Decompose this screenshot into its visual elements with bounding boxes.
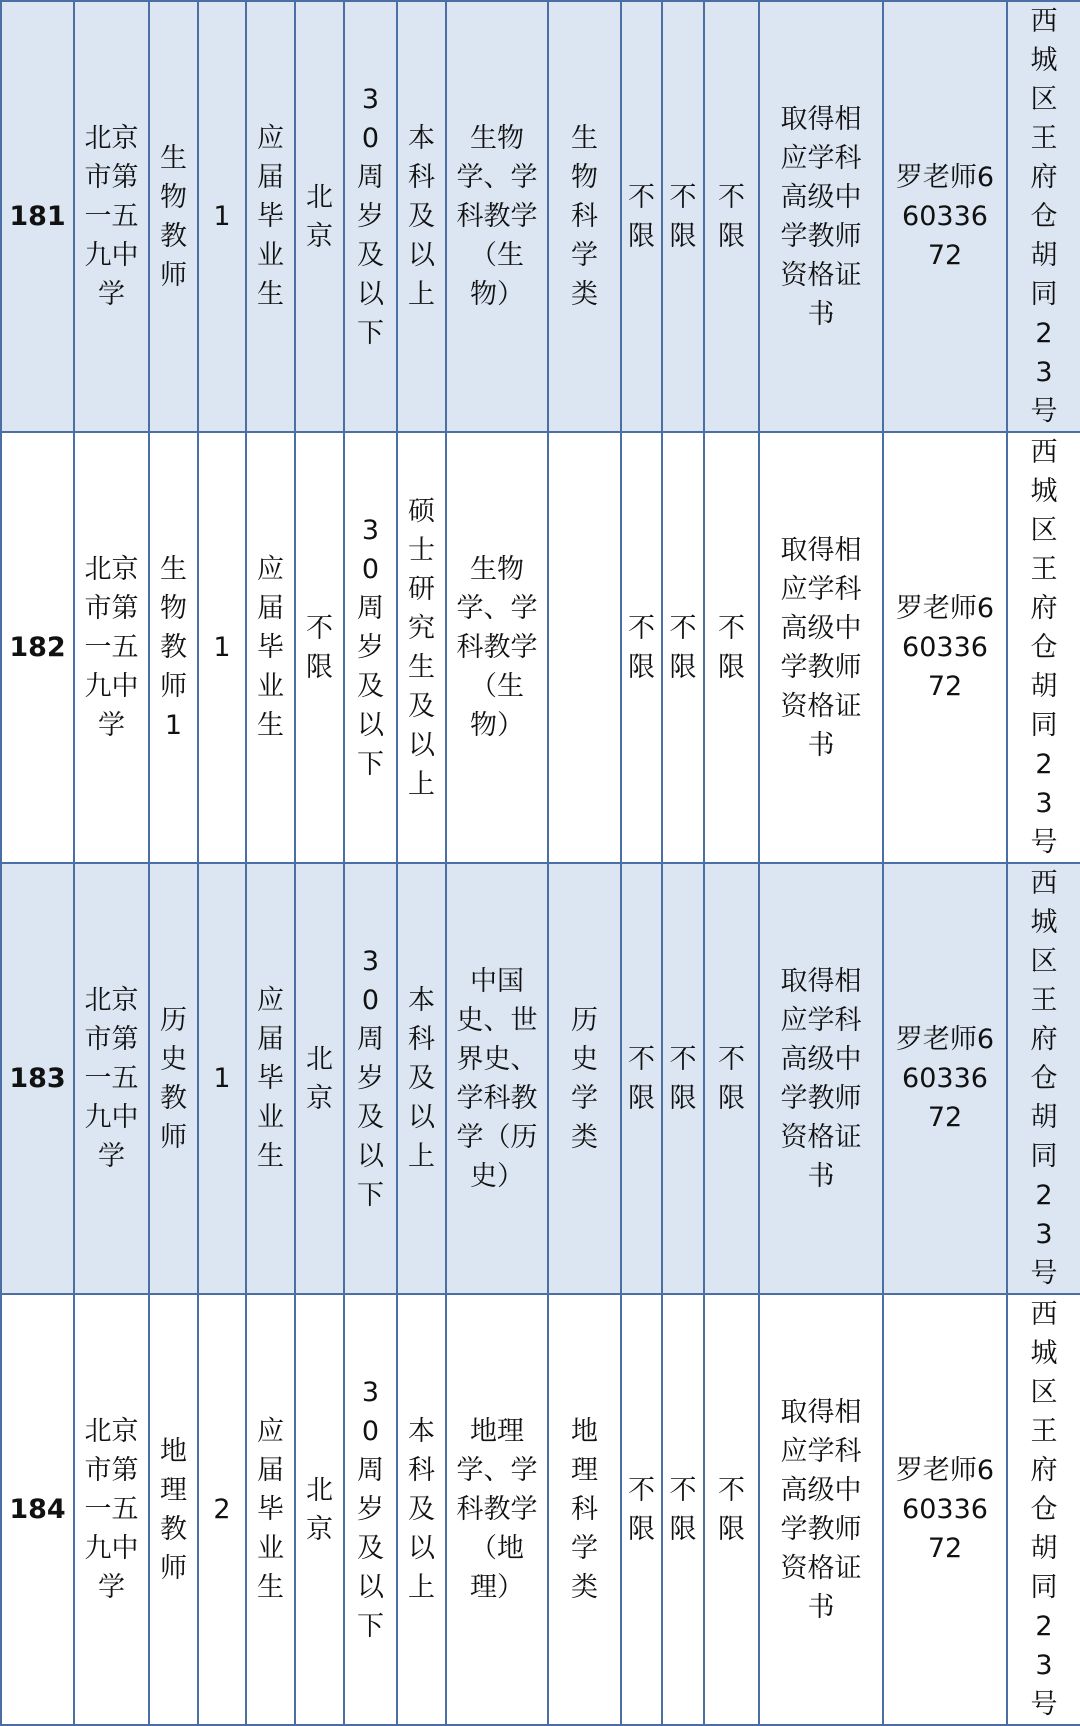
limit-1: 不限 — [621, 1294, 662, 1725]
major-requirement: 地理学、学科教学（地理） — [446, 1294, 548, 1725]
limit-2: 不限 — [662, 1, 704, 432]
position-id: 181 — [1, 1, 74, 432]
age-requirement: 30周岁及以下 — [344, 432, 397, 863]
contact-info: 罗老师66033672 — [883, 432, 1007, 863]
contact-info: 罗老师66033672 — [883, 863, 1007, 1294]
limit-3: 不限 — [704, 1, 759, 432]
certificate-requirement: 取得相应学科高级中学教师资格证书 — [759, 863, 883, 1294]
age-requirement: 30周岁及以下 — [344, 1294, 397, 1725]
limit-3: 不限 — [704, 432, 759, 863]
school-address: 西城区王府仓胡同23号 — [1007, 1, 1080, 432]
contact-info: 罗老师66033672 — [883, 1, 1007, 432]
post-name: 生物教师1 — [149, 432, 198, 863]
table-row — [1, 1, 1080, 432]
limit-1: 不限 — [621, 432, 662, 863]
limit-2: 不限 — [662, 863, 704, 1294]
limit-1: 不限 — [621, 863, 662, 1294]
limit-2: 不限 — [662, 1294, 704, 1725]
table-row — [1, 1294, 1080, 1725]
hukou-requirement: 北京 — [295, 1, 344, 432]
major-category — [548, 432, 621, 863]
major-requirement: 生物学、学科教学（生物） — [446, 432, 548, 863]
major-category: 地理科学类 — [548, 1294, 621, 1725]
school-address: 西城区王府仓胡同23号 — [1007, 1294, 1080, 1725]
contact-info: 罗老师66033672 — [883, 1294, 1007, 1725]
hire-count: 1 — [198, 1, 246, 432]
school-address: 西城区王府仓胡同23号 — [1007, 432, 1080, 863]
table-row — [1, 863, 1080, 1294]
graduate-type: 应届毕业生 — [246, 863, 295, 1294]
hukou-requirement: 不限 — [295, 432, 344, 863]
table-row — [1, 432, 1080, 863]
hire-count: 2 — [198, 1294, 246, 1725]
post-name: 历史教师 — [149, 863, 198, 1294]
education-requirement: 本科及以上 — [397, 863, 446, 1294]
limit-2: 不限 — [662, 432, 704, 863]
limit-3: 不限 — [704, 863, 759, 1294]
position-id: 183 — [1, 863, 74, 1294]
school-name: 北京市第一五九中学 — [74, 1, 149, 432]
hukou-requirement: 北京 — [295, 1294, 344, 1725]
graduate-type: 应届毕业生 — [246, 432, 295, 863]
hukou-requirement: 北京 — [295, 863, 344, 1294]
hire-count: 1 — [198, 863, 246, 1294]
graduate-type: 应届毕业生 — [246, 1294, 295, 1725]
certificate-requirement: 取得相应学科高级中学教师资格证书 — [759, 1, 883, 432]
major-category: 生物科学类 — [548, 1, 621, 432]
school-name: 北京市第一五九中学 — [74, 432, 149, 863]
position-id: 182 — [1, 432, 74, 863]
major-category: 历史学类 — [548, 863, 621, 1294]
limit-1: 不限 — [621, 1, 662, 432]
education-requirement: 本科及以上 — [397, 1294, 446, 1725]
limit-3: 不限 — [704, 1294, 759, 1725]
age-requirement: 30周岁及以下 — [344, 863, 397, 1294]
certificate-requirement: 取得相应学科高级中学教师资格证书 — [759, 1294, 883, 1725]
major-requirement: 生物学、学科教学（生物） — [446, 1, 548, 432]
hire-count: 1 — [198, 432, 246, 863]
school-address: 西城区王府仓胡同23号 — [1007, 863, 1080, 1294]
school-name: 北京市第一五九中学 — [74, 863, 149, 1294]
age-requirement: 30周岁及以下 — [344, 1, 397, 432]
post-name: 生物教师 — [149, 1, 198, 432]
major-requirement: 中国史、世界史、学科教学（历史） — [446, 863, 548, 1294]
position-id: 184 — [1, 1294, 74, 1725]
education-requirement: 本科及以上 — [397, 1, 446, 432]
graduate-type: 应届毕业生 — [246, 1, 295, 432]
school-name: 北京市第一五九中学 — [74, 1294, 149, 1725]
post-name: 地理教师 — [149, 1294, 198, 1725]
certificate-requirement: 取得相应学科高级中学教师资格证书 — [759, 432, 883, 863]
education-requirement: 硕士研究生及以上 — [397, 432, 446, 863]
